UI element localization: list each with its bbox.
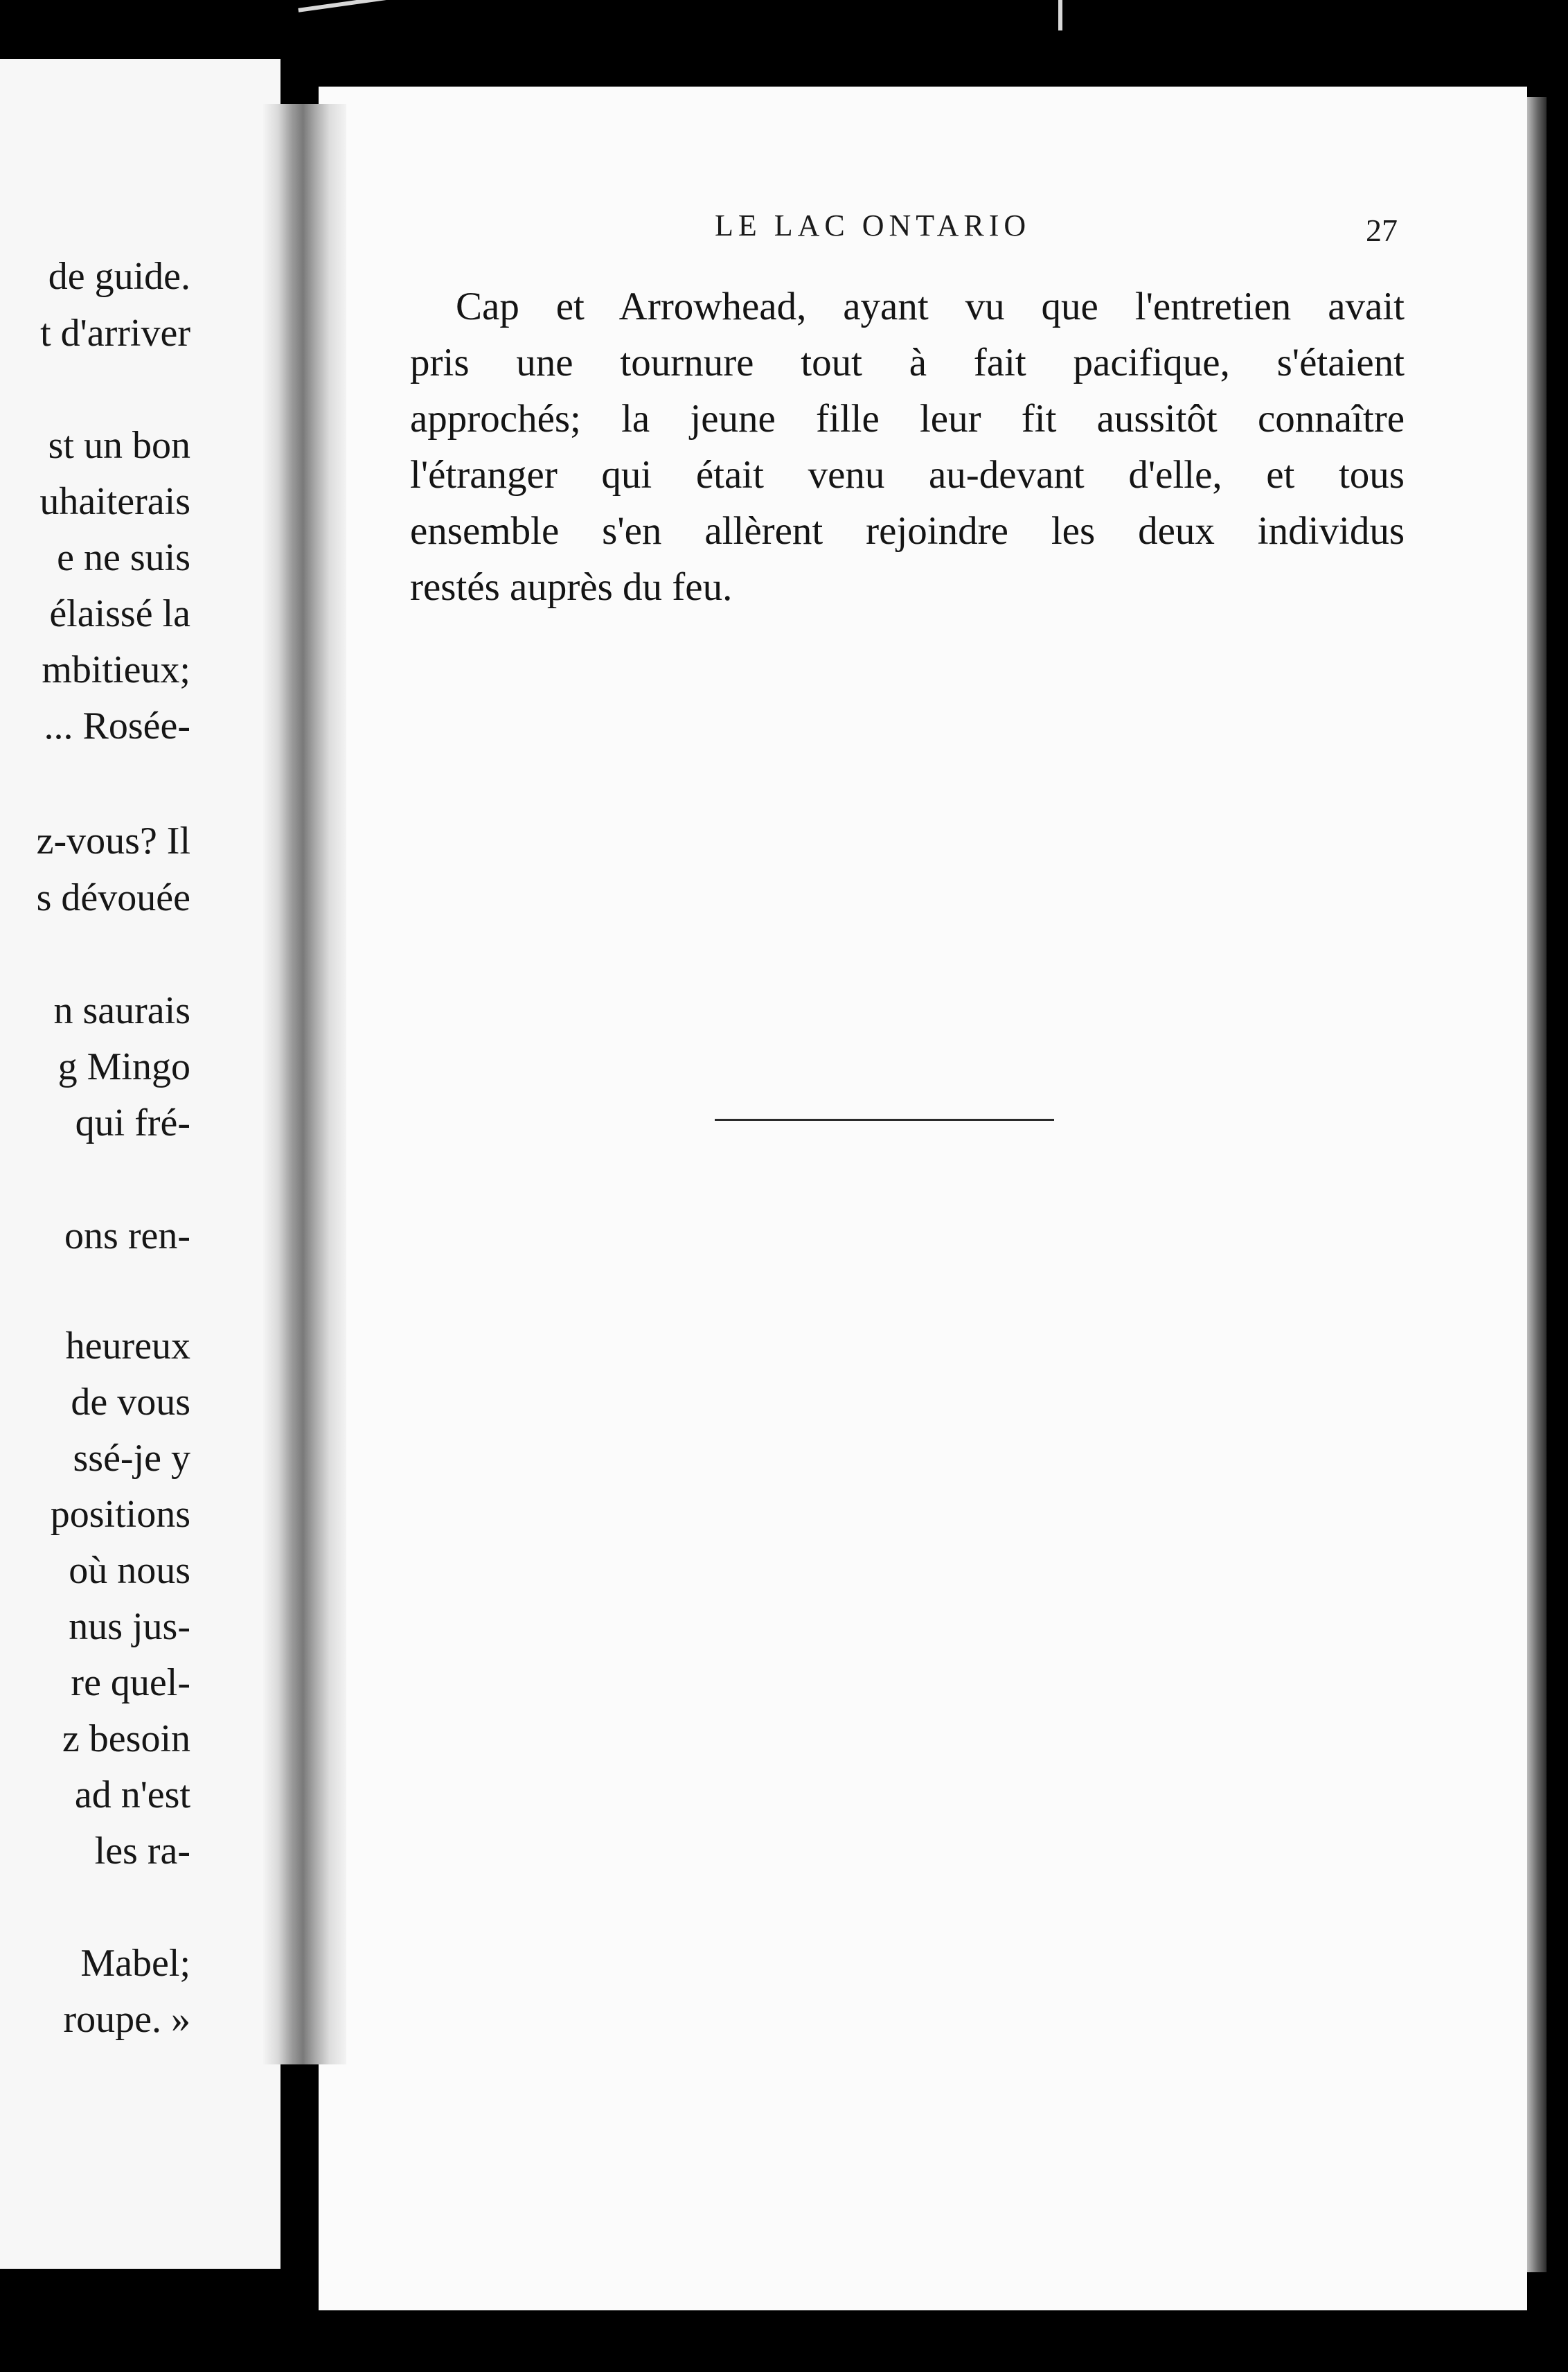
left-page-line: st un bon — [48, 424, 190, 467]
scan-mark — [298, 0, 415, 12]
left-page-line: qui fré- — [75, 1101, 190, 1144]
left-page-line: ... Rosée- — [44, 705, 190, 747]
left-page-line: ssé-je y — [73, 1437, 190, 1480]
left-page-line: mbitieux; — [42, 648, 190, 691]
left-page-line: g Mingo — [57, 1045, 190, 1088]
paragraph-line: restés auprès du feu. — [410, 565, 733, 609]
left-page-line: e ne suis — [57, 536, 190, 579]
left-page-line: positions — [50, 1493, 190, 1536]
left-page-line: de vous — [71, 1381, 190, 1424]
left-page-line: où nous — [69, 1549, 190, 1592]
paragraph-line: pris une tournure tout à fait pacifique, s'étaient — [410, 341, 1405, 384]
left-page-line: re quel- — [71, 1661, 190, 1704]
left-page-line: uhaiterais — [39, 480, 190, 523]
left-page-line: nus jus- — [69, 1605, 190, 1648]
page-edge — [1527, 97, 1547, 2272]
running-head: LE LAC ONTARIO — [715, 209, 1031, 242]
paragraph-line: approchés; la jeune fille leur fit aussitôt connaître — [410, 397, 1405, 441]
scan-mark — [1058, 0, 1062, 30]
page-number: 27 — [1366, 213, 1398, 248]
left-page-line: heureux — [65, 1325, 190, 1368]
paragraph-line: ensemble s'en allèrent rejoindre les deux individus — [410, 509, 1405, 553]
left-page-line: ad n'est — [74, 1773, 190, 1816]
left-page-line: de guide. — [48, 255, 190, 298]
left-page — [0, 59, 280, 2269]
gutter-shadow — [263, 104, 346, 2064]
left-page-line: t d'arriver — [40, 312, 190, 355]
left-page-line: ons ren- — [64, 1214, 190, 1257]
chapter-end-paragraph — [410, 278, 1405, 615]
left-page-line: les ra- — [94, 1830, 190, 1873]
chapter-end-rule — [715, 1119, 1054, 1121]
left-page-line: z besoin — [62, 1717, 190, 1760]
left-page-line: s dévouée — [36, 876, 190, 919]
left-page-line: roupe. » — [63, 1998, 190, 2041]
left-page-line: z-vous? Il — [36, 820, 190, 862]
left-page-line: élaissé la — [49, 592, 190, 635]
paragraph-line: Cap et Arrowhead, ayant vu que l'entretien avait — [456, 285, 1405, 328]
left-page-line: n saurais — [53, 989, 190, 1032]
paragraph-line: l'étranger qui était venu au-devant d'elle, et tous — [410, 453, 1405, 497]
left-page-line: Mabel; — [80, 1942, 190, 1985]
